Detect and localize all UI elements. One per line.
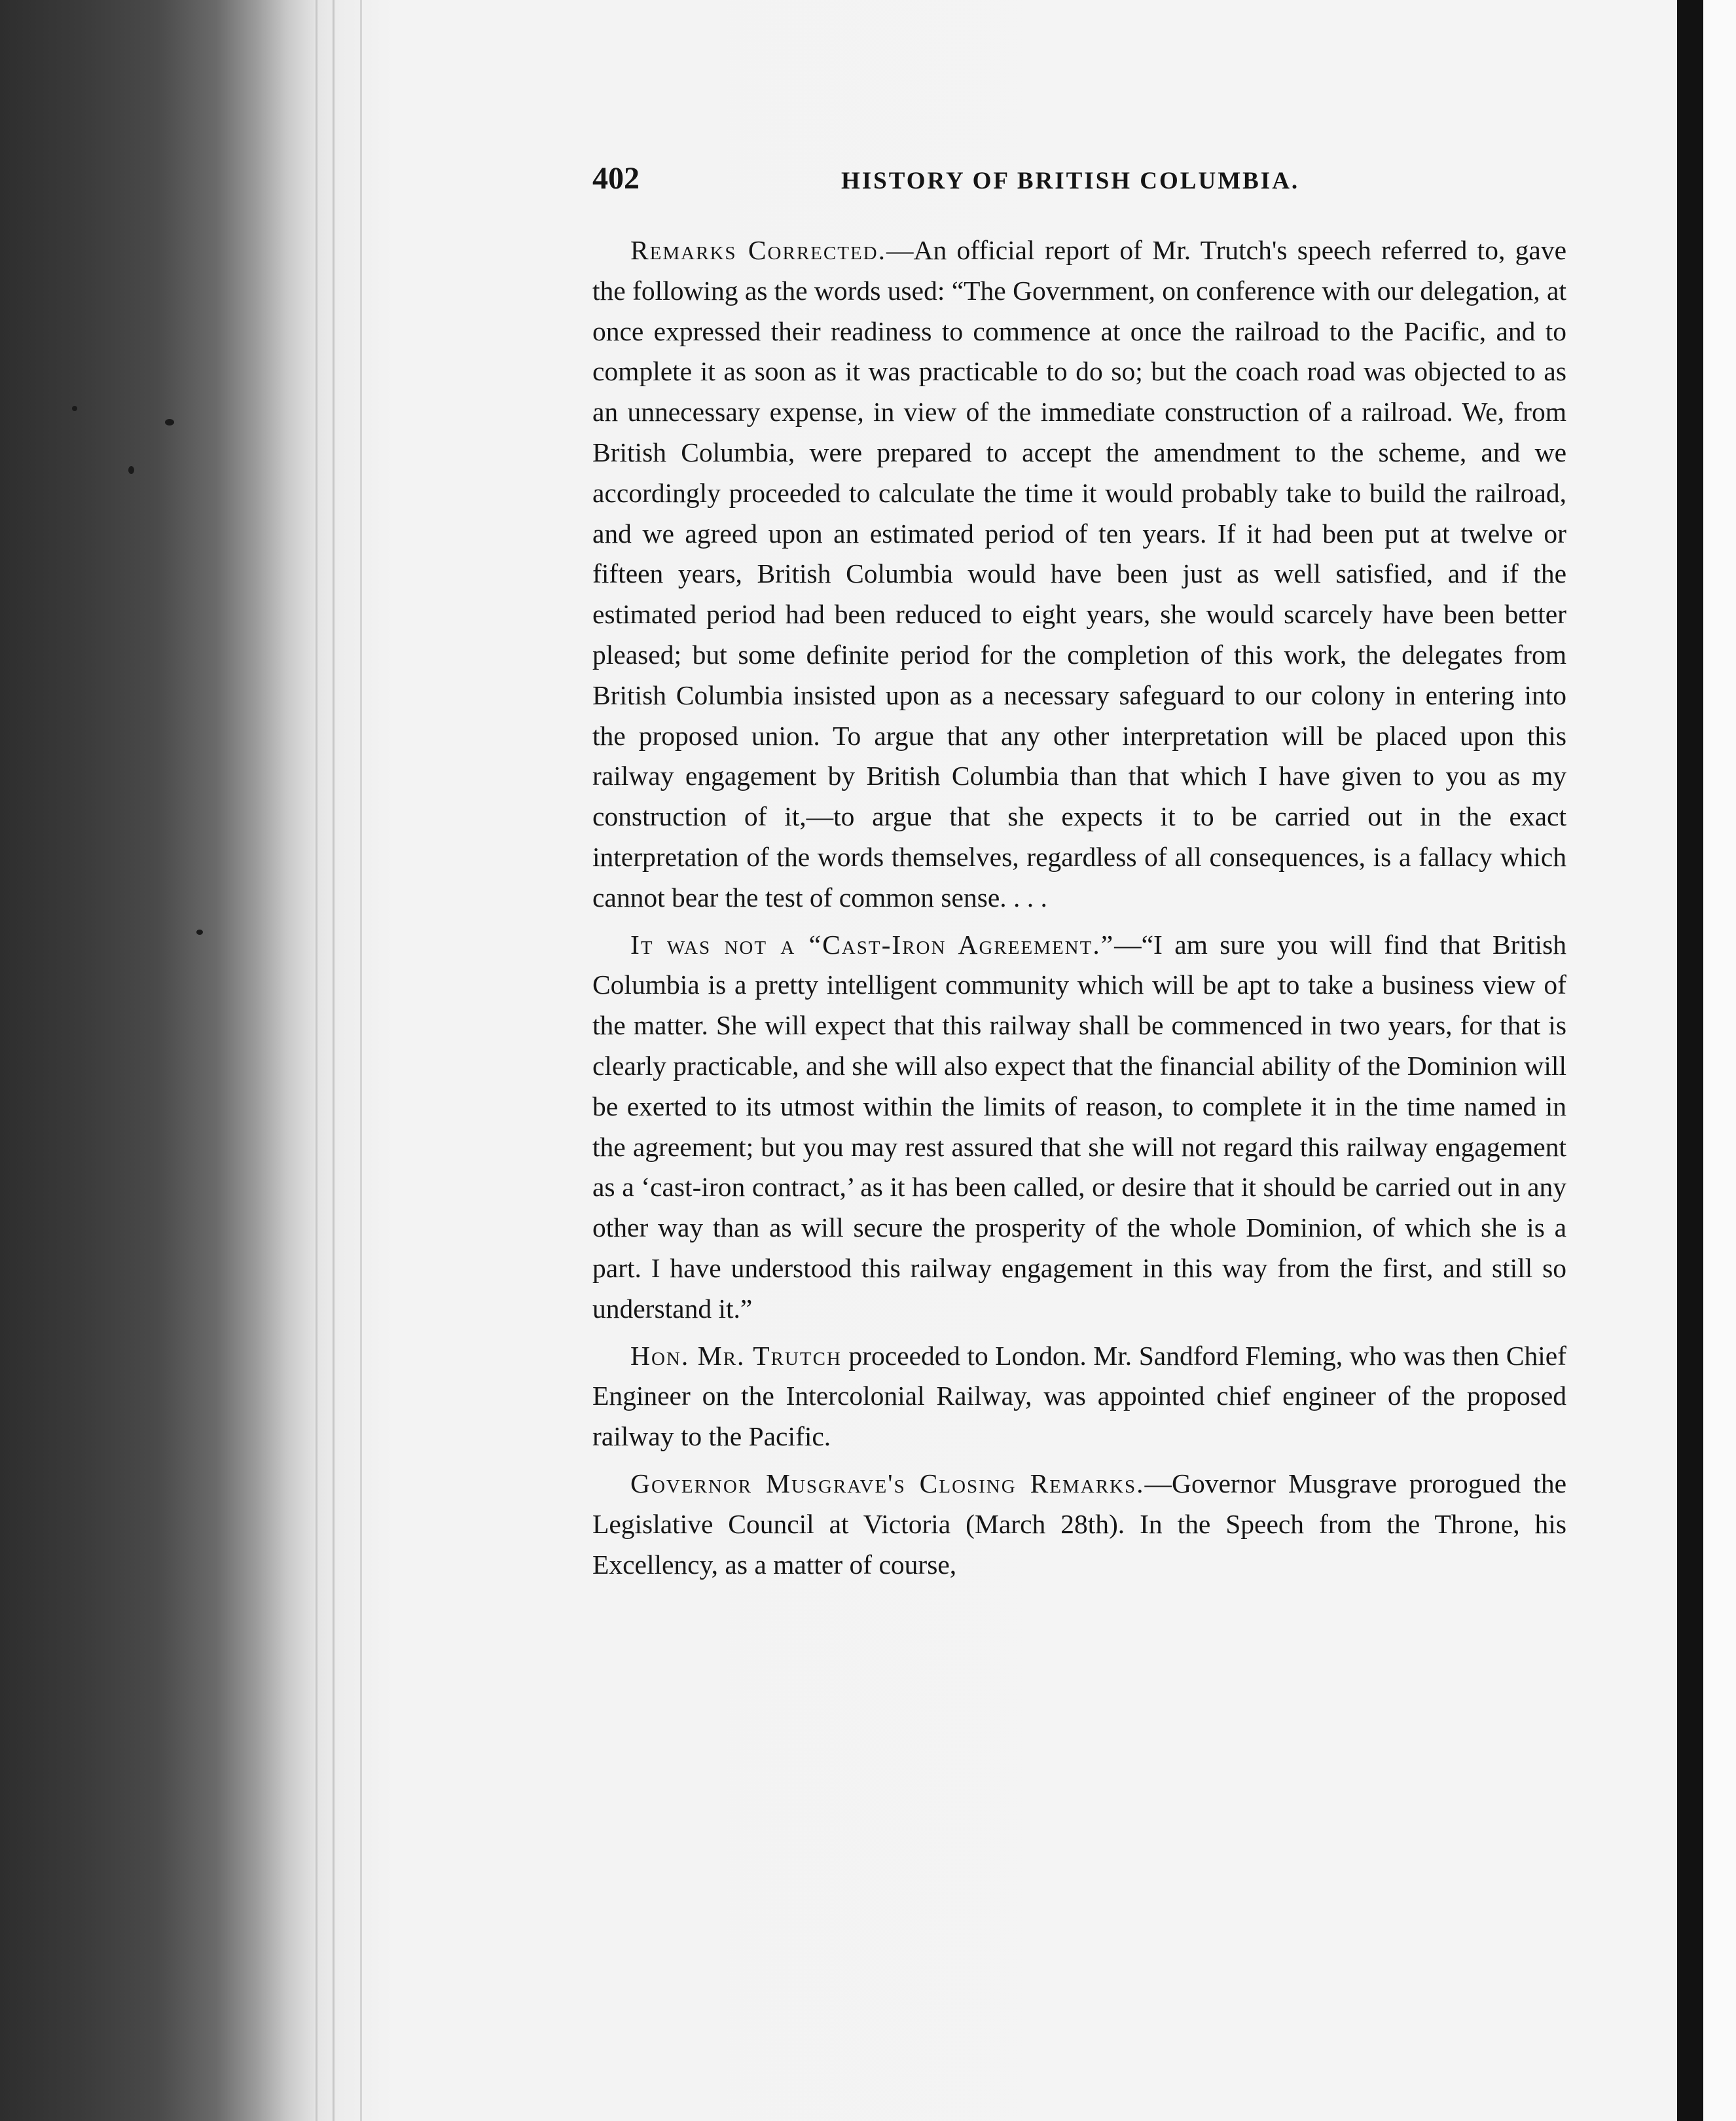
body-text [592, 230, 1566, 1585]
spine-speck [72, 406, 77, 411]
paragraph-body: —Governor Musgrave prorogued the Legislative Council at Victoria (March 28th). In the Speech from the Throne, his Excellency, as a matter of course, [592, 1468, 1566, 1580]
page-header [592, 156, 1566, 202]
paragraph-heading: Hon. Mr. Trutch [630, 1340, 842, 1371]
page-edge-line [316, 0, 317, 2121]
page-edge-line [360, 0, 362, 2121]
paragraph-heading: It was not a “Cast-Iron Agreement.” [630, 929, 1115, 960]
paragraph-body: proceeded to London. Mr. Sandford Fleming, who was then Chief Engineer on the Intercolonial Railway, was appointed chief engineer of the proposed railway to the Pacific. [592, 1340, 1567, 1452]
paragraph-remarks-corrected [592, 230, 1566, 918]
spine-speck [196, 930, 203, 935]
paragraph-body: —“I am sure you will find that British Columbia is a pretty intelligent community which will be apt to take a business view of the matter. She will expect that this railway shall be commenced in two years, for that is clearly practicable, and she will also expect that the financial ability of the Dominion will be exerted to its utmost within the limits of reason, to complete it in the time named in the agreement; but you may rest assured that she will not regard this railway engagement as a ‘cast-iron contract,’ as it has been called, or desire that it should be carried out in any other way than as will secure the prosperity of the whole Dominion, of which she is a part. I have understood this railway engagement in this way from the first, and still so understand it.” [592, 929, 1566, 1324]
page-number: 402 [592, 161, 640, 196]
facing-page-shadow [1677, 0, 1703, 2121]
paragraph-governor-musgrave [592, 1464, 1566, 1585]
paragraph-heading: Governor Musgrave's Closing Remarks. [630, 1468, 1145, 1498]
paragraph-heading: Remarks Corrected. [630, 235, 886, 265]
spine-speck [128, 466, 134, 474]
paragraph-cast-iron-agreement [592, 925, 1566, 1330]
book-spine-shadow [0, 0, 314, 2121]
spine-speck [165, 419, 174, 426]
paragraph-body: —An official report of Mr. Trutch's speech referred to, gave the following as the words used: “The Government, on conference with our delegation, at once expressed their readiness to commence at once the railroad to the Pacific, and to complete it as soon as it was practicable to do so; but the coach road was objected to as an unnecessary expense, in view of the immediate construction of a railroad. We, from British Columbia, were prepared to accept the amendment to the scheme, and we accordingly proceeded to calculate the time it would probably take to build the railroad, and we agreed upon an estimated period of ten years. If it had been put at twelve or fifteen years, British Columbia would have been just as well satisfied, and if the estimated period had been reduced to eight years, she would scarcely have been better pleased; but some definite period for the completion of this work, the delegates from British Columbia insisted upon as a necessary safeguard to our colony in entering into the proposed union. To argue that any other interpretation will be placed upon this railway engagement by British Columbia than that which I have given to you as my construction of it,—to argue that she expects it to be carried out in the exact interpretation of the words themselves, regardless of all consequences, is a fallacy which cannot bear the test of common sense. . . . [592, 235, 1567, 913]
paragraph-hon-mr-trutch [592, 1336, 1566, 1457]
facing-page-edge [1703, 0, 1736, 2121]
page-edge-line [333, 0, 335, 2121]
running-head: HISTORY OF BRITISH COLUMBIA. [841, 168, 1300, 194]
